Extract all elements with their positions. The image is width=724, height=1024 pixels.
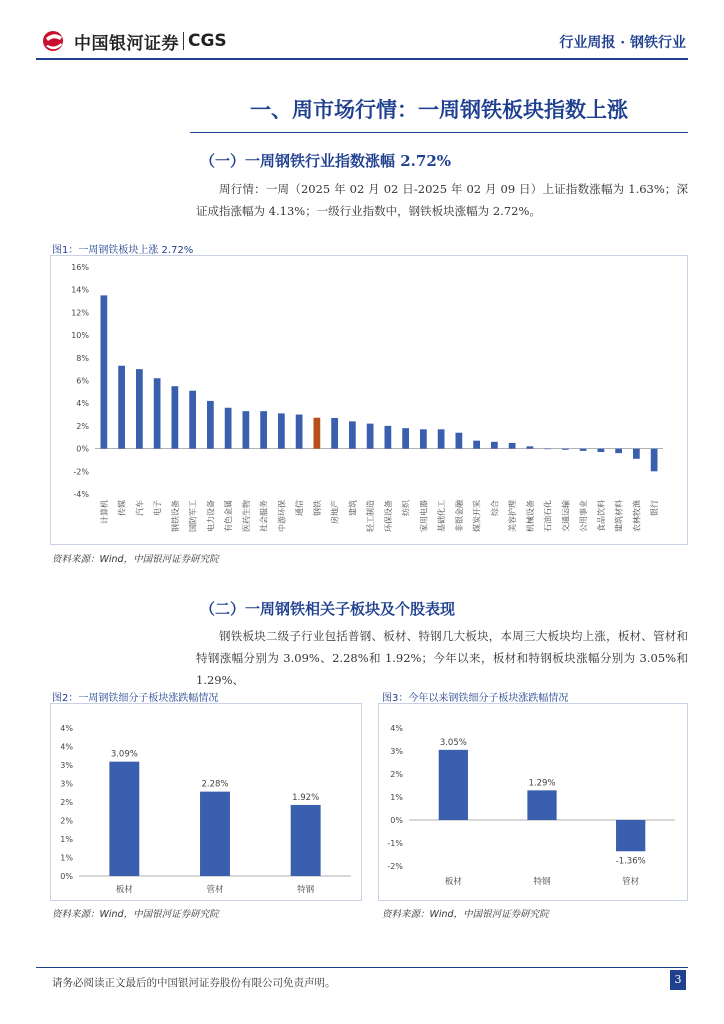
x-tick-label: 交通运输 [561, 500, 571, 532]
y-tick-label: 16% [71, 263, 89, 272]
x-tick-label: 电子 [153, 500, 163, 516]
x-tick-label: 房地产 [330, 500, 340, 524]
brand-separator [183, 32, 184, 50]
y-tick-label: -4% [73, 490, 89, 499]
y-tick-label: 3% [60, 761, 73, 770]
data-label: 2.28% [201, 779, 229, 790]
figure-3-chart [379, 704, 687, 900]
bar-钢铁 [314, 418, 321, 449]
y-tick-label: 4% [76, 399, 89, 409]
y-tick-label: 2% [76, 421, 89, 431]
x-tick-label: 家用电器 [419, 500, 429, 532]
y-tick-label: 2% [60, 798, 73, 807]
figure-2-chart [51, 704, 361, 900]
y-tick-label: 4% [60, 724, 73, 733]
x-tick-label: 煤炭开采 [472, 500, 482, 532]
y-tick-label: 4% [390, 724, 403, 733]
x-tick-label: 建筑材料 [614, 500, 624, 532]
bar-轻工制造 [367, 424, 374, 449]
bar-医药生物 [243, 411, 250, 448]
x-tick-label: 综合 [490, 500, 500, 516]
data-label: 3.09% [110, 749, 138, 760]
x-tick-label: 农林牧渔 [632, 500, 642, 532]
x-tick-label: 有色金属 [224, 500, 234, 532]
bar-美容护理 [509, 443, 516, 449]
y-tick-label: 1% [60, 835, 73, 844]
y-tick-label: 14% [71, 285, 89, 295]
x-tick-label: 机械设备 [525, 500, 535, 532]
y-tick-label: -1% [387, 839, 403, 848]
bar-公用事业 [580, 449, 587, 451]
bar-银行 [651, 449, 658, 472]
y-tick-label: 4% [60, 742, 73, 752]
figure-2-title: 图2：一周钢铁细分子板块涨跌幅情况 [52, 693, 219, 704]
figure-1-source: 资料来源：Wind，中国银河证券研究院 [52, 554, 219, 565]
section-title: 一、周市场行情：一周钢铁板块指数上涨 [250, 97, 628, 122]
bar-环保设备 [385, 426, 392, 449]
bar-通信 [296, 415, 303, 449]
data-label: 3.05% [439, 737, 467, 748]
brand-name: 中国银河证券 [74, 33, 179, 54]
bar-国防军工 [189, 391, 196, 449]
y-tick-label: 2% [60, 816, 73, 826]
bar-电力设备 [207, 401, 214, 449]
cgs-logo-icon [40, 29, 68, 53]
x-tick-label: 钢铁设备 [170, 500, 180, 532]
x-tick-label: 板材 [444, 877, 462, 887]
brand-logo [40, 28, 227, 54]
bar-汽车 [136, 369, 143, 448]
x-tick-label: 美容护理 [508, 500, 518, 532]
y-tick-label: 0% [390, 816, 403, 825]
figure-3-title: 图3：今年以来钢铁细分子板块涨跌幅情况 [382, 693, 569, 704]
figure-1-title: 图1：一周钢铁板块上涨 2.72% [52, 245, 194, 256]
bar-煤炭开采 [473, 441, 480, 449]
x-tick-label: 通信 [295, 500, 305, 516]
bar-板材 [439, 750, 468, 820]
bar-管材 [200, 792, 230, 876]
paragraph-2: 钢铁板块二级子行业包括普钢、板材、特钢几大板块，本周三大板块均上涨，板材、管材和特钢涨幅分别为 3.09%、2.28%和 1.92%；今年以来，板材和特钢板块涨幅分别为 3.05%和 1.29%、 [196, 629, 688, 687]
bar-交通运输 [562, 449, 569, 450]
x-tick-label: 板材 [115, 885, 133, 895]
bar-石油石化 [544, 449, 551, 450]
figure-1-chart [51, 256, 687, 544]
y-tick-label: 2% [390, 770, 403, 779]
y-tick-label: -2% [387, 862, 403, 871]
x-tick-label: 银行 [650, 500, 660, 516]
data-label: 1.29% [528, 778, 556, 789]
x-tick-label: 医药生物 [241, 500, 251, 532]
bar-机械设备 [527, 446, 534, 448]
figure-2-source: 资料来源：Wind，中国银河证券研究院 [52, 909, 219, 920]
x-tick-label: 社会服务 [259, 500, 269, 532]
x-tick-label: 非银金融 [454, 500, 464, 532]
y-tick-label: 3% [390, 747, 403, 756]
x-tick-label: 特钢 [533, 877, 551, 887]
bar-特钢 [291, 805, 321, 876]
x-tick-label: 食品饮料 [596, 500, 606, 532]
bar-钢铁设备 [172, 386, 179, 448]
bar-非银金融 [456, 433, 463, 449]
x-tick-label: 轻工制造 [366, 500, 376, 532]
bar-家用电器 [420, 429, 427, 448]
y-tick-label: -2% [73, 467, 89, 477]
bar-计算机 [101, 295, 108, 448]
bar-房地产 [331, 418, 338, 449]
y-tick-label: 1% [390, 793, 403, 802]
bar-基础化工 [438, 429, 445, 448]
y-tick-label: 0% [76, 444, 89, 454]
figure-3-frame [378, 703, 688, 901]
bar-食品饮料 [598, 449, 605, 452]
y-tick-label: 3% [60, 779, 73, 789]
data-label: -1.36% [615, 856, 646, 867]
x-tick-label: 电力设备 [206, 500, 216, 532]
figure-2-frame [50, 703, 362, 901]
y-tick-label: 6% [76, 376, 89, 386]
x-tick-label: 传媒 [117, 500, 127, 516]
figure-1-frame [50, 255, 688, 545]
x-tick-label: 特钢 [297, 885, 315, 895]
x-tick-label: 纺织 [401, 500, 411, 516]
bar-中游环保 [278, 413, 285, 448]
bar-农林牧渔 [633, 449, 640, 459]
bar-建筑材料 [615, 449, 622, 454]
bar-纺织 [402, 428, 409, 448]
x-tick-label: 中游环保 [277, 500, 287, 532]
footer-divider [36, 967, 688, 968]
bar-建筑 [349, 421, 356, 448]
subsection-title-1: （一）一周钢铁行业指数涨幅 2.72% [200, 152, 452, 170]
y-tick-label: 1% [60, 853, 73, 863]
footer-disclaimer: 请务必阅读正文最后的中国银河证券股份有限公司免责声明。 [52, 977, 336, 989]
paragraph-1: 周行情：一周（2025 年 02 月 02 日-2025 年 02 月 09 日）上证指数涨幅为 1.63%；深证成指涨幅为 4.13%；一级行业指数中，钢铁板块涨幅为 2.72%。 [196, 182, 688, 218]
figure-3-source: 资料来源：Wind，中国银河证券研究院 [382, 909, 549, 920]
y-tick-label: 0% [60, 872, 73, 881]
x-tick-label: 汽车 [135, 500, 145, 516]
bar-社会服务 [260, 411, 267, 448]
y-tick-label: 12% [71, 308, 89, 318]
y-tick-label: 10% [71, 331, 89, 341]
bar-电子 [154, 378, 161, 448]
bar-管材 [616, 820, 645, 851]
x-tick-label: 钢铁 [312, 500, 322, 516]
x-tick-label: 计算机 [99, 500, 109, 524]
x-tick-label: 基础化工 [437, 500, 447, 532]
bar-有色金属 [225, 408, 232, 449]
x-tick-label: 管材 [206, 885, 224, 895]
x-tick-label: 国防军工 [188, 500, 198, 532]
x-tick-label: 管材 [622, 877, 640, 887]
x-tick-label: 石油石化 [543, 500, 553, 532]
header-divider [36, 58, 688, 60]
x-tick-label: 公用事业 [579, 500, 589, 532]
page-number: 3 [670, 970, 686, 990]
bar-特钢 [527, 790, 556, 820]
section-divider [190, 132, 688, 133]
y-tick-label: 8% [76, 353, 89, 363]
x-tick-label: 环保设备 [383, 500, 393, 532]
data-label: 1.92% [292, 792, 320, 803]
bar-综合 [491, 442, 498, 449]
bar-板材 [109, 762, 139, 876]
report-type: 行业周报 · 钢铁行业 [559, 35, 686, 51]
subsection-title-2: （二）一周钢铁相关子板块及个股表现 [200, 600, 456, 618]
x-tick-label: 建筑 [348, 500, 358, 516]
bar-传媒 [118, 366, 125, 449]
brand-name-en: CGS [188, 31, 227, 51]
